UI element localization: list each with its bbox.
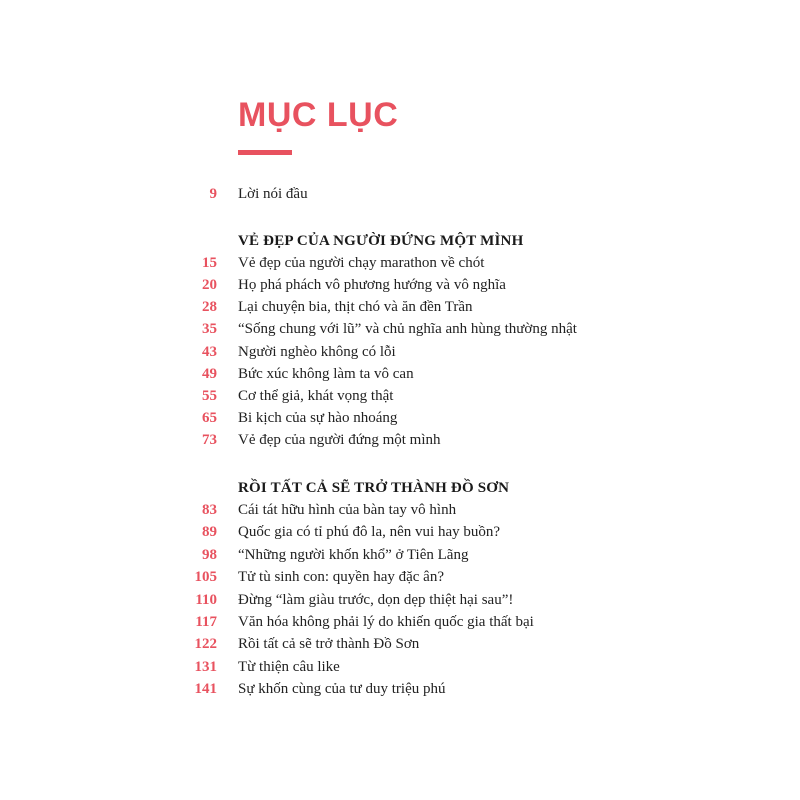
toc-entry[interactable] [0,388,800,410]
page-number: 89 [202,524,217,540]
section-heading: VẺ ĐẸP CỦA NGƯỜI ĐỨNG MỘT MÌNH [238,233,524,249]
page-number: 117 [195,614,217,630]
entry-title: Quốc gia có tỉ phú đô la, nên vui hay buồn? [238,524,501,540]
entry-title: Vẻ đẹp của người đứng một mình [238,432,441,448]
page-number: 122 [194,636,217,652]
toc-entry[interactable] [0,681,800,703]
section-heading: RỒI TẤT CẢ SẼ TRỞ THÀNH ĐỒ SƠN [238,480,510,496]
entry-title: Bức xúc không làm ta vô can [238,366,414,382]
toc-entry[interactable] [0,547,800,569]
entry-title: Rồi tất cả sẽ trở thành Đồ Sơn [238,636,420,652]
toc-entry[interactable] [0,344,800,366]
entry-title: Bi kịch của sự hào nhoáng [238,410,398,426]
page-number: 28 [202,299,217,315]
entry-title: “Sống chung với lũ” và chủ nghĩa anh hùng thường nhật [238,321,577,337]
page-number: 9 [209,186,217,202]
toc-entry[interactable] [0,277,800,299]
toc-entry[interactable] [0,299,800,321]
title-underline [238,150,292,155]
page-number: 83 [202,502,217,518]
toc-entry[interactable] [0,636,800,658]
toc-entry[interactable] [0,321,800,343]
page-number: 110 [195,592,217,608]
page-number: 49 [202,366,217,382]
page-number: 131 [194,659,217,675]
toc-entry[interactable] [0,502,800,524]
entry-title: Người nghèo không có lỗi [238,344,396,360]
page-number: 35 [202,321,217,337]
page-number: 55 [202,388,217,404]
page-number: 65 [202,410,217,426]
page-number: 15 [202,255,217,271]
page-number: 20 [202,277,217,293]
toc-entry[interactable] [0,432,800,454]
entry-title: Từ thiện câu like [238,659,340,675]
toc-entry[interactable] [0,255,800,277]
toc-entry-intro[interactable] [0,186,800,208]
entry-title: “Những người khốn khổ” ở Tiên Lãng [238,547,469,563]
toc-entry[interactable] [0,614,800,636]
entry-title: Đừng “làm giàu trước, dọn dẹp thiệt hại sau”! [238,592,514,608]
toc-entry[interactable] [0,524,800,546]
page-number: 73 [202,432,217,448]
entry-title: Văn hóa không phải lý do khiến quốc gia thất bại [238,614,534,630]
toc-entry[interactable] [0,569,800,591]
entry-title: Cái tát hữu hình của bàn tay vô hình [238,502,457,518]
entry-title: Sự khốn cùng của tư duy triệu phú [238,681,446,697]
page-number: 98 [202,547,217,563]
toc-entry[interactable] [0,366,800,388]
page-title: MỤC LỤC [238,96,399,134]
toc-entry[interactable] [0,592,800,614]
page-number: 105 [194,569,217,585]
toc-entry[interactable] [0,659,800,681]
page-number: 43 [202,344,217,360]
entry-title: Lại chuyện bia, thịt chó và ăn đền Trần [238,299,473,315]
entry-title: Cơ thể giả, khát vọng thật [238,388,394,404]
entry-title: Tử tù sinh con: quyền hay đặc ân? [238,569,444,585]
page-number: 141 [194,681,217,697]
entry-title: Họ phá phách vô phương hướng và vô nghĩa [238,277,506,293]
toc-entry[interactable] [0,410,800,432]
entry-title: Vẻ đẹp của người chạy marathon về chót [238,255,485,271]
entry-title: Lời nói đầu [238,186,308,202]
